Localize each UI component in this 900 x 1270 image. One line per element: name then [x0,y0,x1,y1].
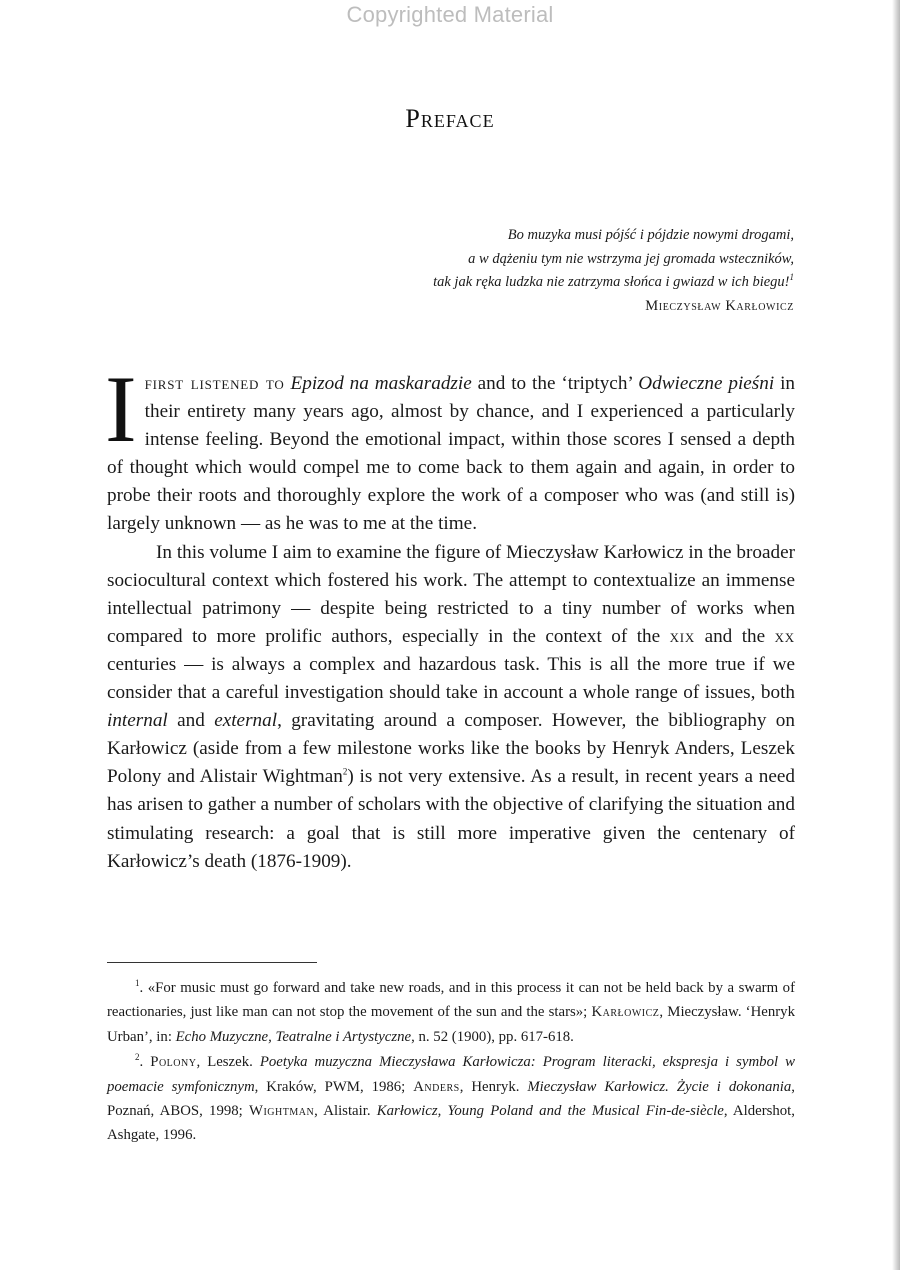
footnote-1 [107,976,795,1049]
text-run: and [167,710,215,732]
footnote-2 [107,1050,795,1148]
emphasis: internal [107,710,168,732]
paragraph-1 [105,356,795,539]
lead-in: first listened to [144,373,285,394]
text-run: , Kraków, PWM, 1986; [254,1078,414,1095]
footnotes [107,976,795,1149]
journal-title: Echo Muzyczne, Teatralne i Artystyczne [175,1028,412,1045]
epigraph-line-3 [300,271,794,295]
epigraph [300,224,794,318]
page-title: Preface [405,104,495,133]
footnote-ref-2[interactable]: 2 [342,766,348,777]
text-run: , n. 52 (1900), pp. 617-618. [411,1028,574,1045]
text-run: and the [695,625,775,647]
watermark: Copyrighted Material [346,2,554,27]
book-title: Mieczysław Karłowicz. Życie i dokonania [527,1078,792,1095]
text-run: , Henryk. [459,1078,528,1095]
text-run: centuries — is always a complex and hazardous task. This is all the more true if we consider that a careful investigation should take in account a whole range of issues, both [107,653,795,704]
emphasis: external [214,710,278,732]
author-name: Polony [150,1054,197,1071]
drop-cap: I [105,356,137,462]
text-run: , Alistair. [314,1103,377,1120]
century-numeral: xx [774,625,795,647]
work-title: Odwieczne pieśni [638,373,775,394]
author-name: Anders [413,1078,460,1095]
text-run: In this volume I aim to examine the figure of Mieczysław Karłowicz in the broader sociocultural context which fostered his work. The attempt to contextualize an immense intellectual patrimony — despite being restricted to a tiny number of works when compared to more prolific authors, especially in the context of the [107,541,795,647]
text-run: , Leszek. [196,1054,260,1071]
main-text [105,356,795,876]
epigraph-line-3-text: tak jak ręka ludzka nie zatrzyma słońca i gwiazd w ich biegu! [433,274,790,290]
text-run: ) is not very extensive. As a result, in recent years a need has arisen to gather a number of scholars with the objective of clarifying the situation and stimulating research: a goal that is still more imperative given the centenary of Karłowicz’s death (1876-1909). [107,766,795,872]
century-numeral: xix [669,625,696,647]
text-run: . [139,1054,151,1071]
footnote-number: 1 [135,978,140,989]
text-run: , Aldershot, Ashgate, 1996. [107,1103,795,1144]
epigraph-attribution: Mieczysław Karłowicz [645,297,794,314]
author-name: Wightman [248,1103,315,1120]
text-run: in their entirety many years ago, almost by chance, and I experienced a particularly intense feeling. Beyond the emotional impact, within those scores I sensed a depth of thought which would compel me to come back to them again and again, in order to probe their roots and thoroughly explore the work of a composer who was (and still is) largely unknown — as he was to me at the time. [107,373,795,535]
text-run: , Poznań, ABOS, 1998; [107,1078,795,1120]
text-run: , Mieczysław. ‘Henryk Urban’, in: [107,1004,795,1045]
text-run: , gravitating around a composer. However, the bibliography on Karłowicz (aside from a few milestone works like the books by Henryk Anders, Leszek Polony and Alistair Wightman [107,710,795,788]
epigraph-line-2: a w dążeniu tym nie wstrzyma jej gromada wsteczników, [468,250,794,267]
author-name: Karłowicz [591,1004,660,1021]
footnote-number: 2 [135,1052,140,1063]
paragraph-2 [107,539,795,876]
page-edge-shadow [892,0,900,1270]
text-run: and to the ‘triptych’ [471,373,639,394]
text-run: . «For music must go forward and take new roads, and in this process it can not be held back by a swarm of reactionaries, just like man can not stop the movement of the sun and the stars»; [107,980,795,1021]
book-title: Poetyka muzyczna Mieczysława Karłowicza: Program literacki, ekspresja i symbol w poemacie symfonicznym [107,1054,795,1095]
epigraph-line-1: Bo muzyka musi pójść i pójdzie nowymi drogami, [507,227,794,243]
book-title: Karłowicz, Young Poland and the Musical Fin-de-siècle [376,1103,724,1120]
footnote-ref-1[interactable]: 1 [789,272,794,283]
work-title: Epizod na maskaradzie [290,373,472,394]
footnote-separator [107,962,317,963]
